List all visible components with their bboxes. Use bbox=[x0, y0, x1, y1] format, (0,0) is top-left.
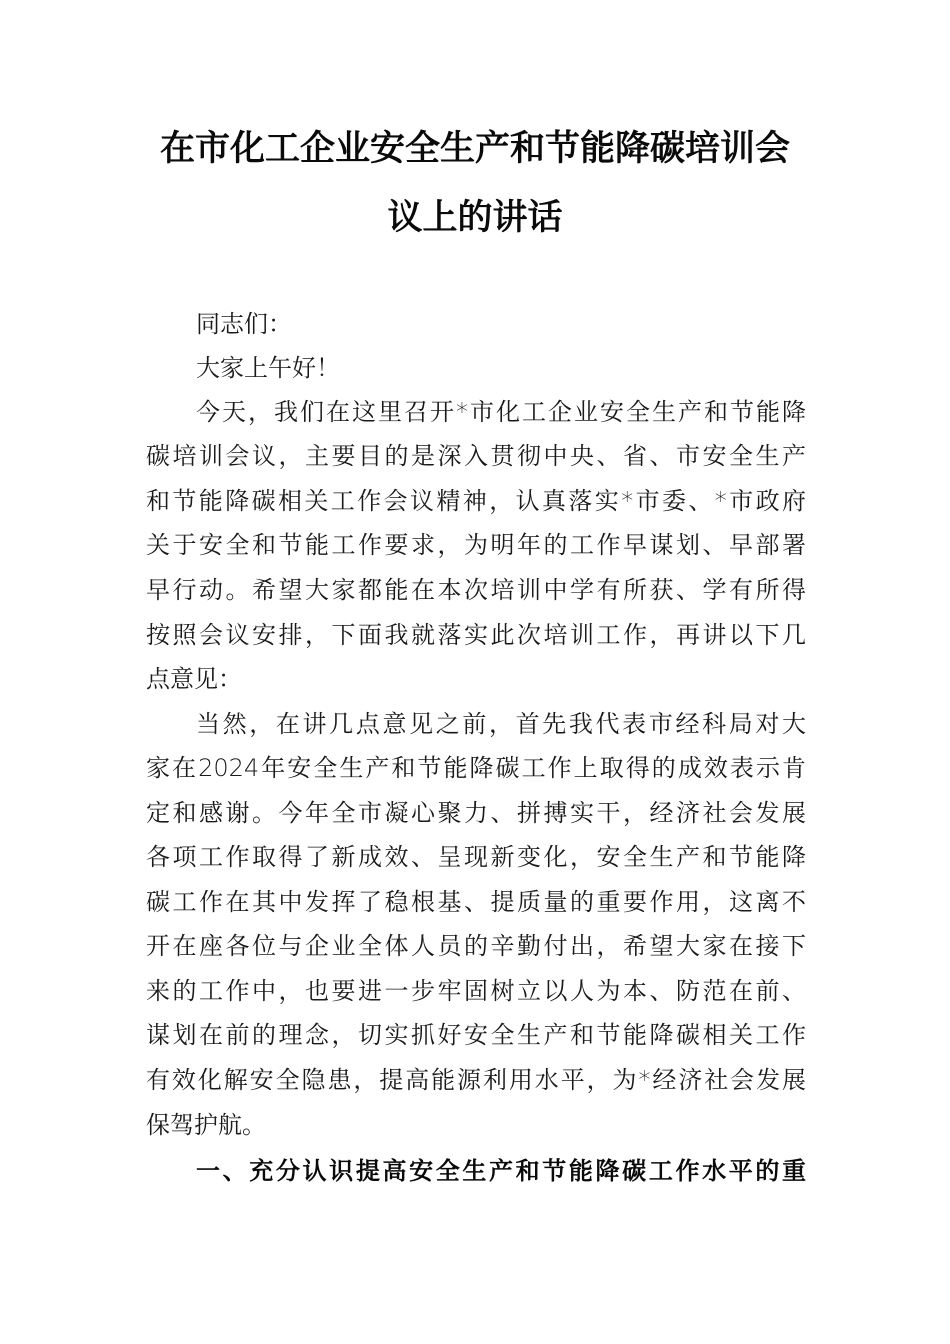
paragraph-2-line-9: 有效化解安全隐患，提高能源利用水平，为*经济社会发展 bbox=[146, 1066, 806, 1094]
paragraph-2-line-1: 当然，在讲几点意见之前，首先我代表市经科局对大 bbox=[196, 710, 806, 738]
paragraph-1-line-3: 和节能降碳相关工作会议精神，认真落实*市委、*市政府 bbox=[146, 487, 806, 515]
paragraph-1-line-2: 碳培训会议，主要目的是深入贯彻中央、省、市安全生产 bbox=[146, 442, 806, 470]
document-title-line-1: 在市化工企业安全生产和节能降碳培训会 bbox=[159, 128, 790, 169]
salutation: 同志们： bbox=[196, 310, 292, 338]
paragraph-1-line-7: 点意见： bbox=[146, 665, 242, 693]
paragraph-1-line-4: 关于安全和节能工作要求，为明年的工作早谋划、早部署 bbox=[146, 531, 806, 559]
section-heading-1: 一、充分认识提高安全生产和节能降碳工作水平的重 bbox=[196, 1157, 806, 1185]
paragraph-2-line-7: 来的工作中，也要进一步牢固树立以人为本、防范在前、 bbox=[146, 977, 806, 1005]
paragraph-1-line-5: 早行动。希望大家都能在本次培训中学有所获、学有所得 bbox=[146, 576, 806, 604]
paragraph-2-line-5: 碳工作在其中发挥了稳根基、提质量的重要作用，这离不 bbox=[146, 888, 806, 916]
paragraph-2-line-4: 各项工作取得了新成效、呈现新变化，安全生产和节能降 bbox=[146, 843, 806, 871]
paragraph-2-line-2: 家在2024年安全生产和节能降碳工作上取得的成效表示肯 bbox=[146, 754, 806, 782]
paragraph-2-line-8: 谋划在前的理念，切实抓好安全生产和节能降碳相关工作 bbox=[146, 1021, 806, 1049]
greeting: 大家上午好！ bbox=[196, 354, 340, 382]
paragraph-2-line-3: 定和感谢。今年全市凝心聚力、拼搏实干，经济社会发展 bbox=[146, 799, 806, 827]
paragraph-2-line-6: 开在座各位与企业全体人员的辛勤付出，希望大家在接下 bbox=[146, 932, 806, 960]
paragraph-1-line-1: 今天，我们在这里召开*市化工企业安全生产和节能降 bbox=[196, 398, 806, 426]
paragraph-2-line-10: 保驾护航。 bbox=[146, 1111, 266, 1139]
document-title-line-2: 议上的讲话 bbox=[387, 197, 563, 238]
paragraph-1-line-6: 按照会议安排，下面我就落实此次培训工作，再讲以下几 bbox=[146, 621, 806, 649]
